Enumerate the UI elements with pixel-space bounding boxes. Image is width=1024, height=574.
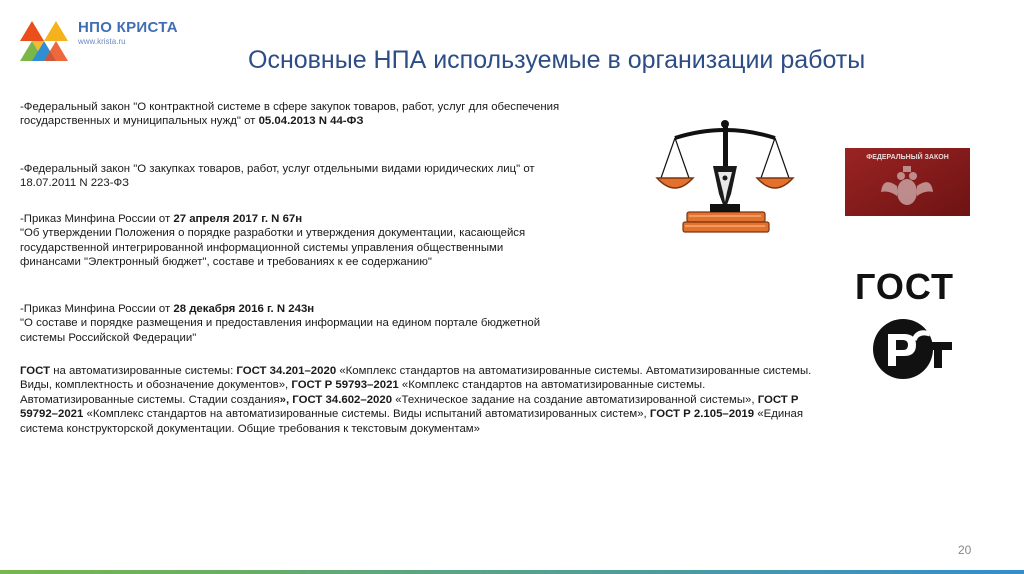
slide-title: Основные НПА используемые в организации работы [248,46,866,74]
book-title: ФЕДЕРАЛЬНЫЙ ЗАКОН [866,154,949,161]
order-67n [20,212,560,270]
order-67n-body: "Об утверждении Положения о порядке разработки и утверждения документации, касающейся государственной интегрированной информационной системы управления общественными финансами "Электронный бюджет", составе и требованиях к ее содержанию" [20,227,526,269]
order-67n-prefix: -Приказ Минфина России от [20,213,174,225]
gost-r-59792-desc: «Комплекс стандартов на автоматизированные системы. Виды испытаний автоматизированных систем», [83,408,650,421]
order-243n [20,302,560,345]
gost-r-2-105-desc: «Единая система конструкторской документации. Общие требования к текстовым документам» [20,408,803,435]
company-logo[interactable] [18,15,198,65]
law-44-fz [20,100,560,129]
order-243n-prefix: -Приказ Минфина России от [20,303,174,315]
gost-34-201-desc: «Комплекс стандартов на автоматизированные системы. Автоматизированные системы. Виды, комплектность и обозначение документов», [20,365,812,392]
gost-r-59793: ГОСТ Р 59793–2021 [291,379,399,392]
order-67n-date: 27 апреля 2017 г. N 67н [173,213,303,225]
gost-r-2-105: ГОСТ Р 2.105–2019 [649,408,755,421]
law-223-fz-text: -Федеральный закон "О закупках товаров, работ, услуг отдельными видами юридических лиц" от 18.07.2011 N 223-ФЗ [20,163,535,190]
gost-intro: на автоматизированные системы: [50,365,237,377]
logo-triangles-icon [18,15,74,63]
gost-standards [20,364,820,436]
gost-r-59793-desc: «Комплекс стандартов на автоматизированные системы. Автоматизированные системы. Стадии создания [20,379,706,406]
law-223-fz [20,162,560,191]
order-243n-body: "О составе и порядке размещения и предоставления информации на едином портале бюджетной системы Российской Федерации" [20,317,541,344]
law-44-fz-text: -Федеральный закон "О контрактной системе в сфере закупок товаров, работ, услуг для обеспечения государственных и муниципальных нужд" от [20,101,560,128]
order-243n-date: 28 декабря 2016 г. N 243н [173,303,315,315]
bottom-accent-line [0,570,1024,574]
gost-heading: ГОСТ [20,365,51,377]
federal-law-book-image [845,148,970,216]
gost-34-602: ГОСТ 34.602–2020 [292,393,393,406]
gost-r-59793-close: », [279,393,293,406]
logo-url: www.krista.ru [78,37,126,46]
law-44-fz-number: 05.04.2013 N 44-ФЗ [258,115,364,128]
gost-34-201: ГОСТ 34.201–2020 [236,365,337,377]
logo-name: НПО КРИСТА [78,19,178,36]
page-number: 20 [958,543,972,557]
gost-r-59792: ГОСТ Р 59792–2021 [20,393,799,421]
scales-of-justice-icon [655,112,795,247]
gost-label: ГОСТ [855,266,955,307]
gost-34-602-desc: «Техническое задание на создание автоматизированной системы», [392,393,758,406]
rst-conformity-mark-icon [872,318,954,380]
